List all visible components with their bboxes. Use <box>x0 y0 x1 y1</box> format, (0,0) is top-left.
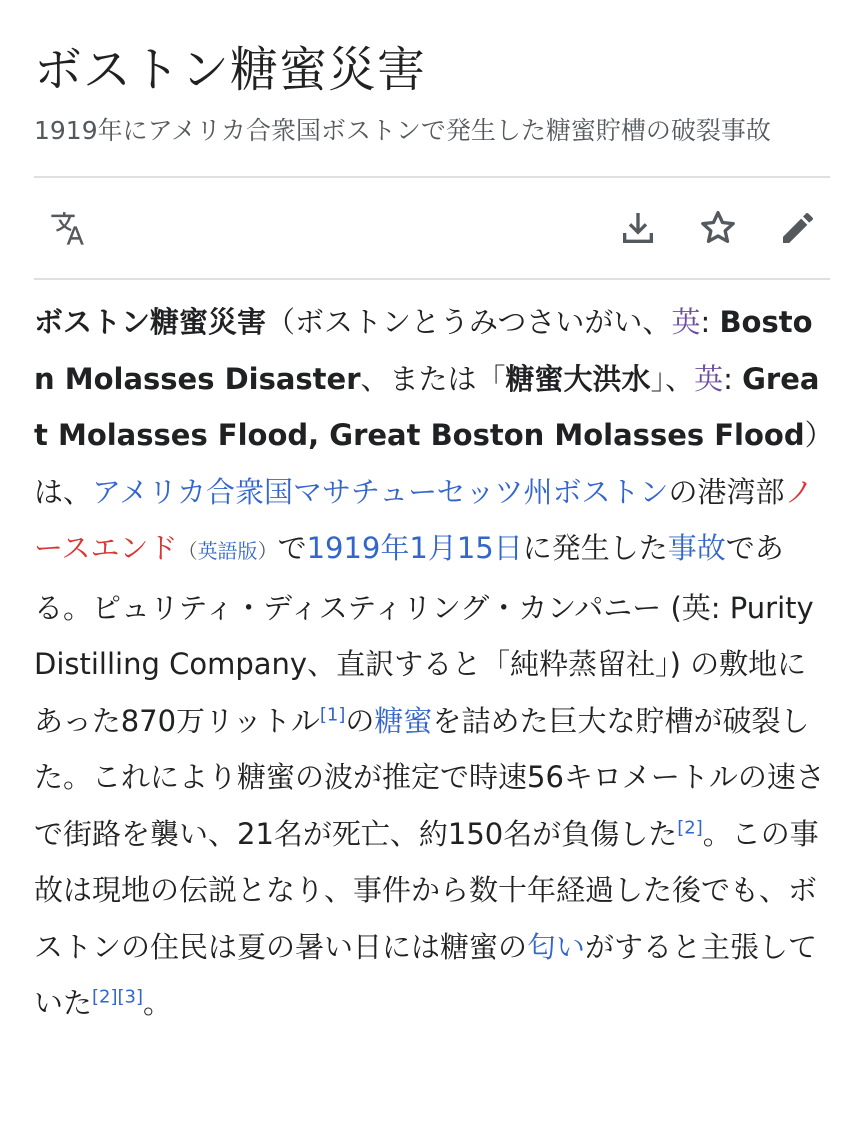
text-span: に発生した <box>522 531 668 565</box>
alias-bold: 糖蜜大洪水 <box>505 361 651 396</box>
lead-paragraph <box>34 294 830 1032</box>
text-span: がすると主張していた <box>34 929 818 1020</box>
text-span: : <box>723 361 743 396</box>
page-title: ボストン糖蜜災害 <box>34 42 427 98</box>
citation-ref[interactable] <box>320 704 346 725</box>
english-language-link[interactable]: 英 <box>694 361 724 396</box>
reading-text: （ボストンとうみつさいがい、 <box>266 305 672 339</box>
paren-open: （ <box>177 539 198 563</box>
english-alias-bold: Great Molasses Flood, Great Boston Molasses Flood <box>34 361 820 452</box>
citation-ref[interactable] <box>92 986 143 1007</box>
text-span: で <box>277 531 307 565</box>
text-span: ）は、 <box>34 418 820 509</box>
text-span: を詰めた巨大な貯槽が破裂した。これにより糖蜜の波が推定で時速56キロメートルの速さで街路を襲い、21名が死亡、約150名が負傷した <box>34 703 825 851</box>
text-span: である。ピュリティ・ディスティリング・カンパニー (英: Purity Distilling Company、直訳すると「純粋蒸留社」) の敷地にあった870万リットル <box>34 531 814 738</box>
accident-link[interactable]: 事故 <box>667 531 726 565</box>
text-span: の港湾部 <box>668 474 785 509</box>
citation-link-1[interactable]: [1] <box>319 703 346 725</box>
english-version-note <box>178 539 278 563</box>
text-span: 。この事故は現地の伝説となり、事件から数十年経過した後でも、ボストンの住民は夏の暑い日には糖蜜の <box>34 816 819 964</box>
smell-link[interactable]: 匂い <box>527 929 586 964</box>
english-name-bold: Boston Molasses Disaster <box>34 305 813 396</box>
boston-link[interactable]: アメリカ合衆国マサチューセッツ州ボストン <box>92 474 669 509</box>
text-span: 」、 <box>650 361 695 396</box>
text-span: 、または「 <box>360 361 506 396</box>
molasses-link[interactable]: 糖蜜 <box>374 703 433 738</box>
citation-link-2[interactable]: [2] <box>677 816 703 838</box>
citation-link-3[interactable]: [3] <box>117 986 144 1008</box>
divider <box>34 278 830 280</box>
text-span: 。 <box>143 986 173 1020</box>
download-icon[interactable] <box>616 206 660 250</box>
page-actions-toolbar <box>34 178 830 278</box>
page-description: 1919年にアメリカ合衆国ボストンで発生した糖蜜貯槽の破裂事故 <box>34 116 771 145</box>
text-span: の <box>345 703 375 738</box>
citation-ref[interactable] <box>677 817 703 838</box>
citation-link-2b[interactable]: [2] <box>92 986 118 1008</box>
star-icon[interactable] <box>696 206 740 250</box>
english-language-link[interactable]: 英 <box>671 305 701 339</box>
english-version-link[interactable]: 英語版 <box>197 539 258 563</box>
toolbar-right-group <box>616 206 830 250</box>
translate-icon[interactable] <box>34 206 90 250</box>
north-end-redlink[interactable]: ノースエンド <box>34 474 814 565</box>
date-link[interactable]: 1919年1月15日 <box>306 531 523 565</box>
paren-close: ） <box>257 539 278 563</box>
text-span: : <box>700 305 720 339</box>
article-subject-bold: ボストン糖蜜災害 <box>34 305 267 339</box>
pencil-icon[interactable] <box>776 206 820 250</box>
